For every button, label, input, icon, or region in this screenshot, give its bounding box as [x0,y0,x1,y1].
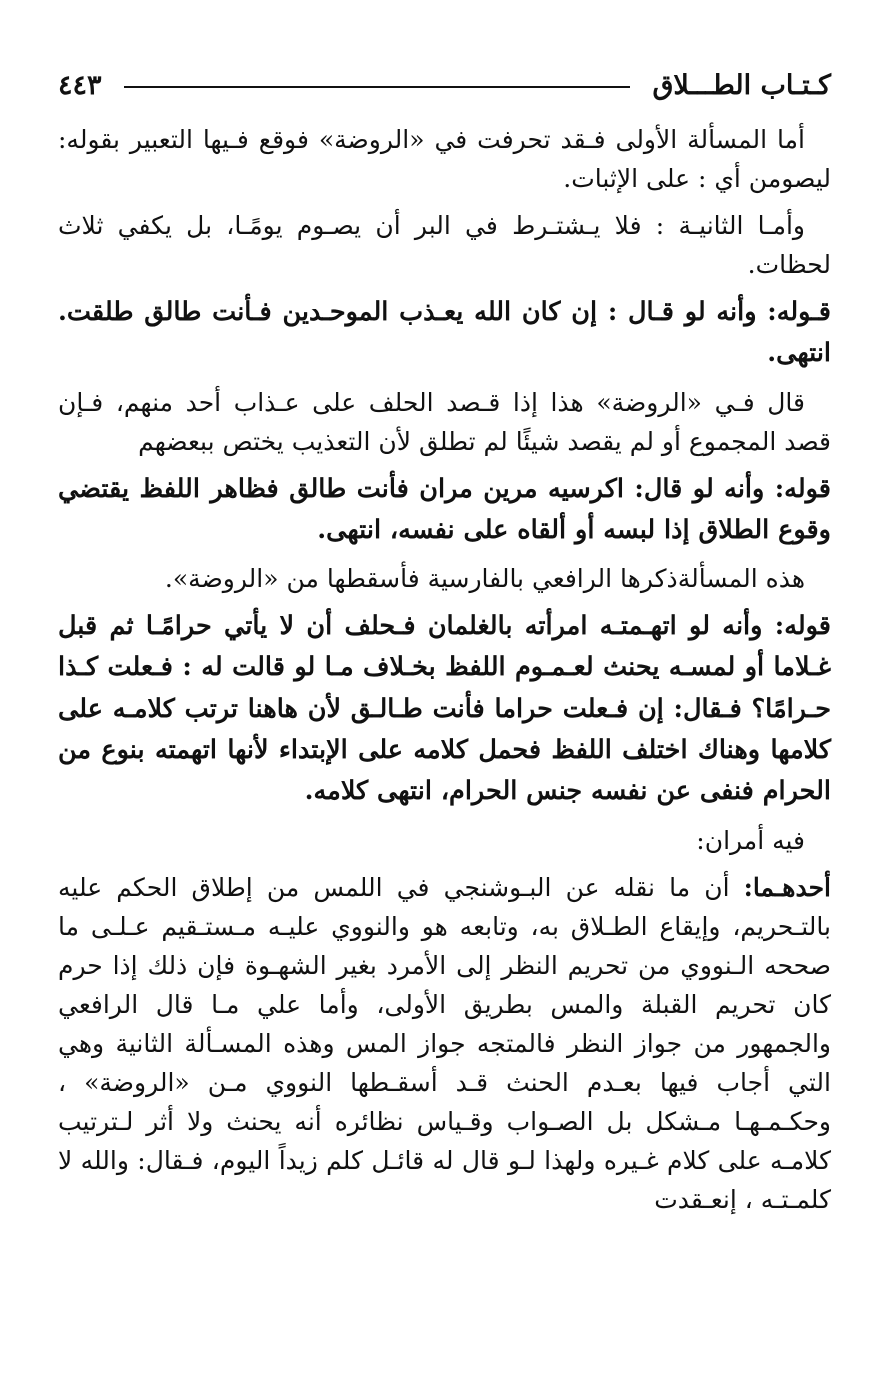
quote-paragraph-persian: قوله: وأنه لو قال: اكرسيه مرين مران فأنت طالق فظاهر اللفظ يقتضي وقوع الطلاق إذا لبسه أو ألقاه على نفسه، انتهى. [58,473,831,545]
header-title: كـتـاب الطـــلاق [652,69,831,101]
page-number: ٤٤٣ [58,69,102,101]
header-rule [124,86,631,88]
paragraph-rawda-comment: قال فـي «الروضة» هذا إذا قـصد الحلف على عـذاب أحد منهم، فـإن قصد المجموع أو لم يقصد شيئًا لم تطلق لأن التعذيب يختص ببعضهم [58,387,831,456]
running-header [58,62,831,108]
paragraph-persian-note: هذه المسألةذكرها الرافعي بالفارسية فأسقطها من «الروضة». [164,564,805,594]
paragraph-two-matters: فيه أمران: [696,825,805,855]
page-body [58,120,831,1219]
paragraph-second-issue: وأمـا الثانيـة : فلا يـشتـرط في البر أن يصـوم يومًـا، بل يكفي ثلاث لحظات. [58,211,831,279]
paragraph-first-issue: أما المسألة الأولى فـقد تحرفت في «الروضة» فوقع فـيها التعبير بقوله: ليصومن أي : على الإثبات. [58,125,831,193]
quote-paragraph-oath: قوله: وأنه لو اتهـمتـه امرأته بالغلمان فـحلف أن لا يأتي حرامًـا ثم قبل غـلاما أو لمسـه يحنث لعـمـوم اللفظ بخـلاف مـا لو قالت له : فـعلت كـذا حـرامًا؟ فـقال: إن فـعلت حراما فأنت طـالـق لأن هاهنا ترتب كلامـه على كلامها وهناك اختلف اللفظ فحمل كلامه على الإبتداء لأنها اتهمته بنوع من الحرام فنفى عن نفسه جنس الحرام، انتهى كلامه. [58,611,831,807]
quote-paragraph-tawhid: قـوله: وأنه لو قـال : إن كان الله يعـذب الموحـدين فـأنت طالق طلقت. انتهى. [58,297,831,369]
paragraph-first-matter [58,868,831,1219]
first-matter-text: أن ما نقله عن البـوشنجي في اللمس من إطلاق الحكم عليه بالتـحريم، وإيقاع الطـلاق به، وتابعه هو والنووي عليـه مـستـقيم عـلـى ما صححه الـنووي من تحريم النظر إلى الأمرد بغير الشهـوة فإن ذلك إذا حرم كان تحريم القبلة والمس بطريق الأولى، وأما علي مـا قال الرافعي والجمهور من جواز النظر فالمتجه جواز المس وهذه المسـألة الثانية وهي التي أجاب فيها بعـدم الحنث قـد أسقـطها النووي مـن «الروضة» ، وحكـمـهـا مـشكل بل الصـواب وقـياس نظائره أنه يحنث ولا أثر لـترتيب كلامـه على كلام غـيره ولهذا لـو قال له قائـل كلم زيداً اليوم، فـقال: والله لا كلمـتـه ، إنعـقدت [58,872,831,1214]
lead-word-first: أحدهـما: [743,872,831,902]
